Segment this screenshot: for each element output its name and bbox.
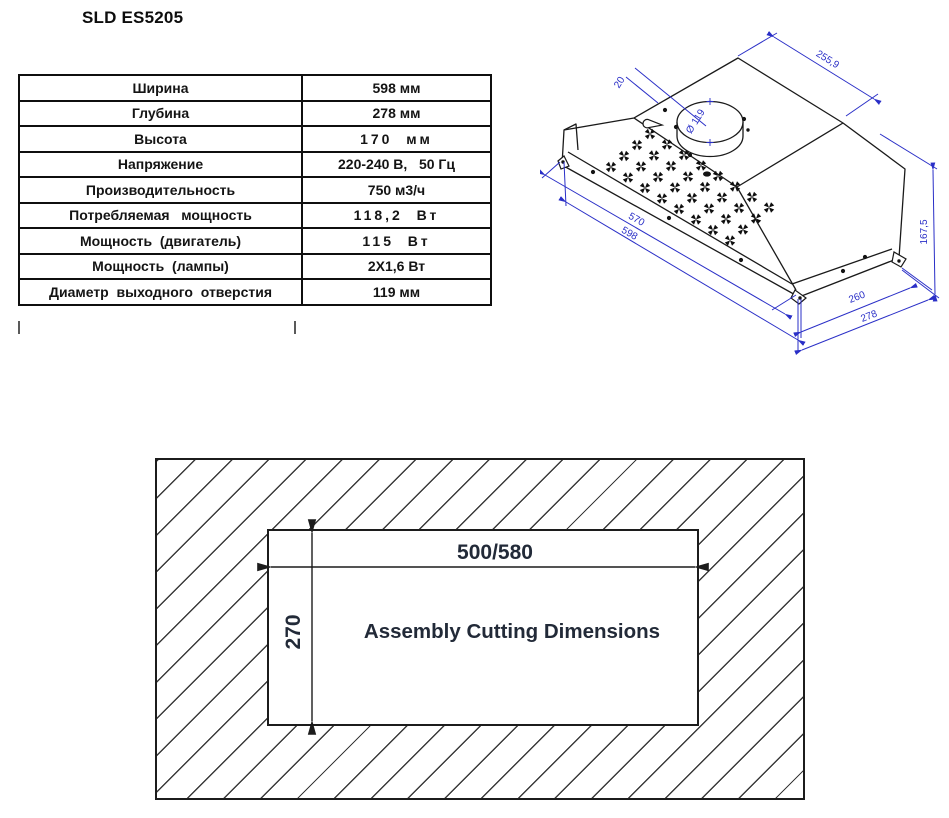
spec-value-cell: 598 мм xyxy=(302,75,491,101)
spec-label-cell: Напряжение xyxy=(19,152,302,178)
hood-feet xyxy=(558,156,906,304)
assembly-cutout-diagram xyxy=(155,458,805,800)
spec-label-cell: Потребляемая мощность xyxy=(19,203,302,229)
spec-label-cell: Глубина xyxy=(19,101,302,127)
spec-table-rows xyxy=(19,75,491,305)
cutout-width-label: 500/580 xyxy=(457,541,533,564)
spec-value-cell: 750 м3/ч xyxy=(302,177,491,203)
table-row xyxy=(19,177,491,203)
table-row xyxy=(19,101,491,127)
cutout-svg xyxy=(157,460,802,797)
screw-below-cylinder xyxy=(703,171,711,176)
hood-drawing-svg xyxy=(540,22,949,367)
dim-label-255: 255,9 xyxy=(813,48,841,72)
spec-label-cell: Мощность (двигатель) xyxy=(19,228,302,254)
spec-label-cell: Высота xyxy=(19,126,302,152)
dim-label-119: Ø 119 xyxy=(684,107,708,136)
table-row xyxy=(19,152,491,178)
spec-label-cell: Ширина xyxy=(19,75,302,101)
spec-table xyxy=(18,74,492,306)
table-row xyxy=(19,254,491,280)
page-title: SLD ES5205 xyxy=(82,8,184,27)
spec-value-cell: 170 мм xyxy=(302,126,491,152)
table-row xyxy=(19,75,491,101)
hood-body-outline xyxy=(562,58,905,297)
table-row xyxy=(19,126,491,152)
cutout-height-label: 270 xyxy=(282,614,305,650)
table-row xyxy=(19,279,491,305)
spec-value-cell: 119 мм xyxy=(302,279,491,305)
dim-label-278: 278 xyxy=(859,308,879,325)
cutout-caption: Assembly Cutting Dimensions xyxy=(363,620,661,643)
dim-label-20: 20 xyxy=(612,75,628,91)
table-row xyxy=(19,203,491,229)
keyhole-slot xyxy=(643,119,662,127)
dim-label-167: 167,5 xyxy=(919,219,930,245)
table-row xyxy=(19,228,491,254)
spec-value-cell: 118,2 Вт xyxy=(302,203,491,229)
spec-value-cell: 278 мм xyxy=(302,101,491,127)
dim-label-598: 598 xyxy=(619,224,640,243)
spec-value-cell: 115 Вт xyxy=(302,228,491,254)
spec-label-cell: Мощность (лампы) xyxy=(19,254,302,280)
dim-label-570: 570 xyxy=(626,210,647,229)
hood-technical-drawing xyxy=(540,22,949,367)
spec-label-cell: Диаметр выходного отверстия xyxy=(19,279,302,305)
dim-label-260: 260 xyxy=(847,289,867,306)
spec-value-cell: 2X1,6 Вт xyxy=(302,254,491,280)
table-border-stub-divider xyxy=(294,321,296,334)
spec-value-cell: 220-240 В, 50 Гц xyxy=(302,152,491,178)
spec-label-cell: Производительность xyxy=(19,177,302,203)
table-border-stub-left xyxy=(18,321,20,334)
